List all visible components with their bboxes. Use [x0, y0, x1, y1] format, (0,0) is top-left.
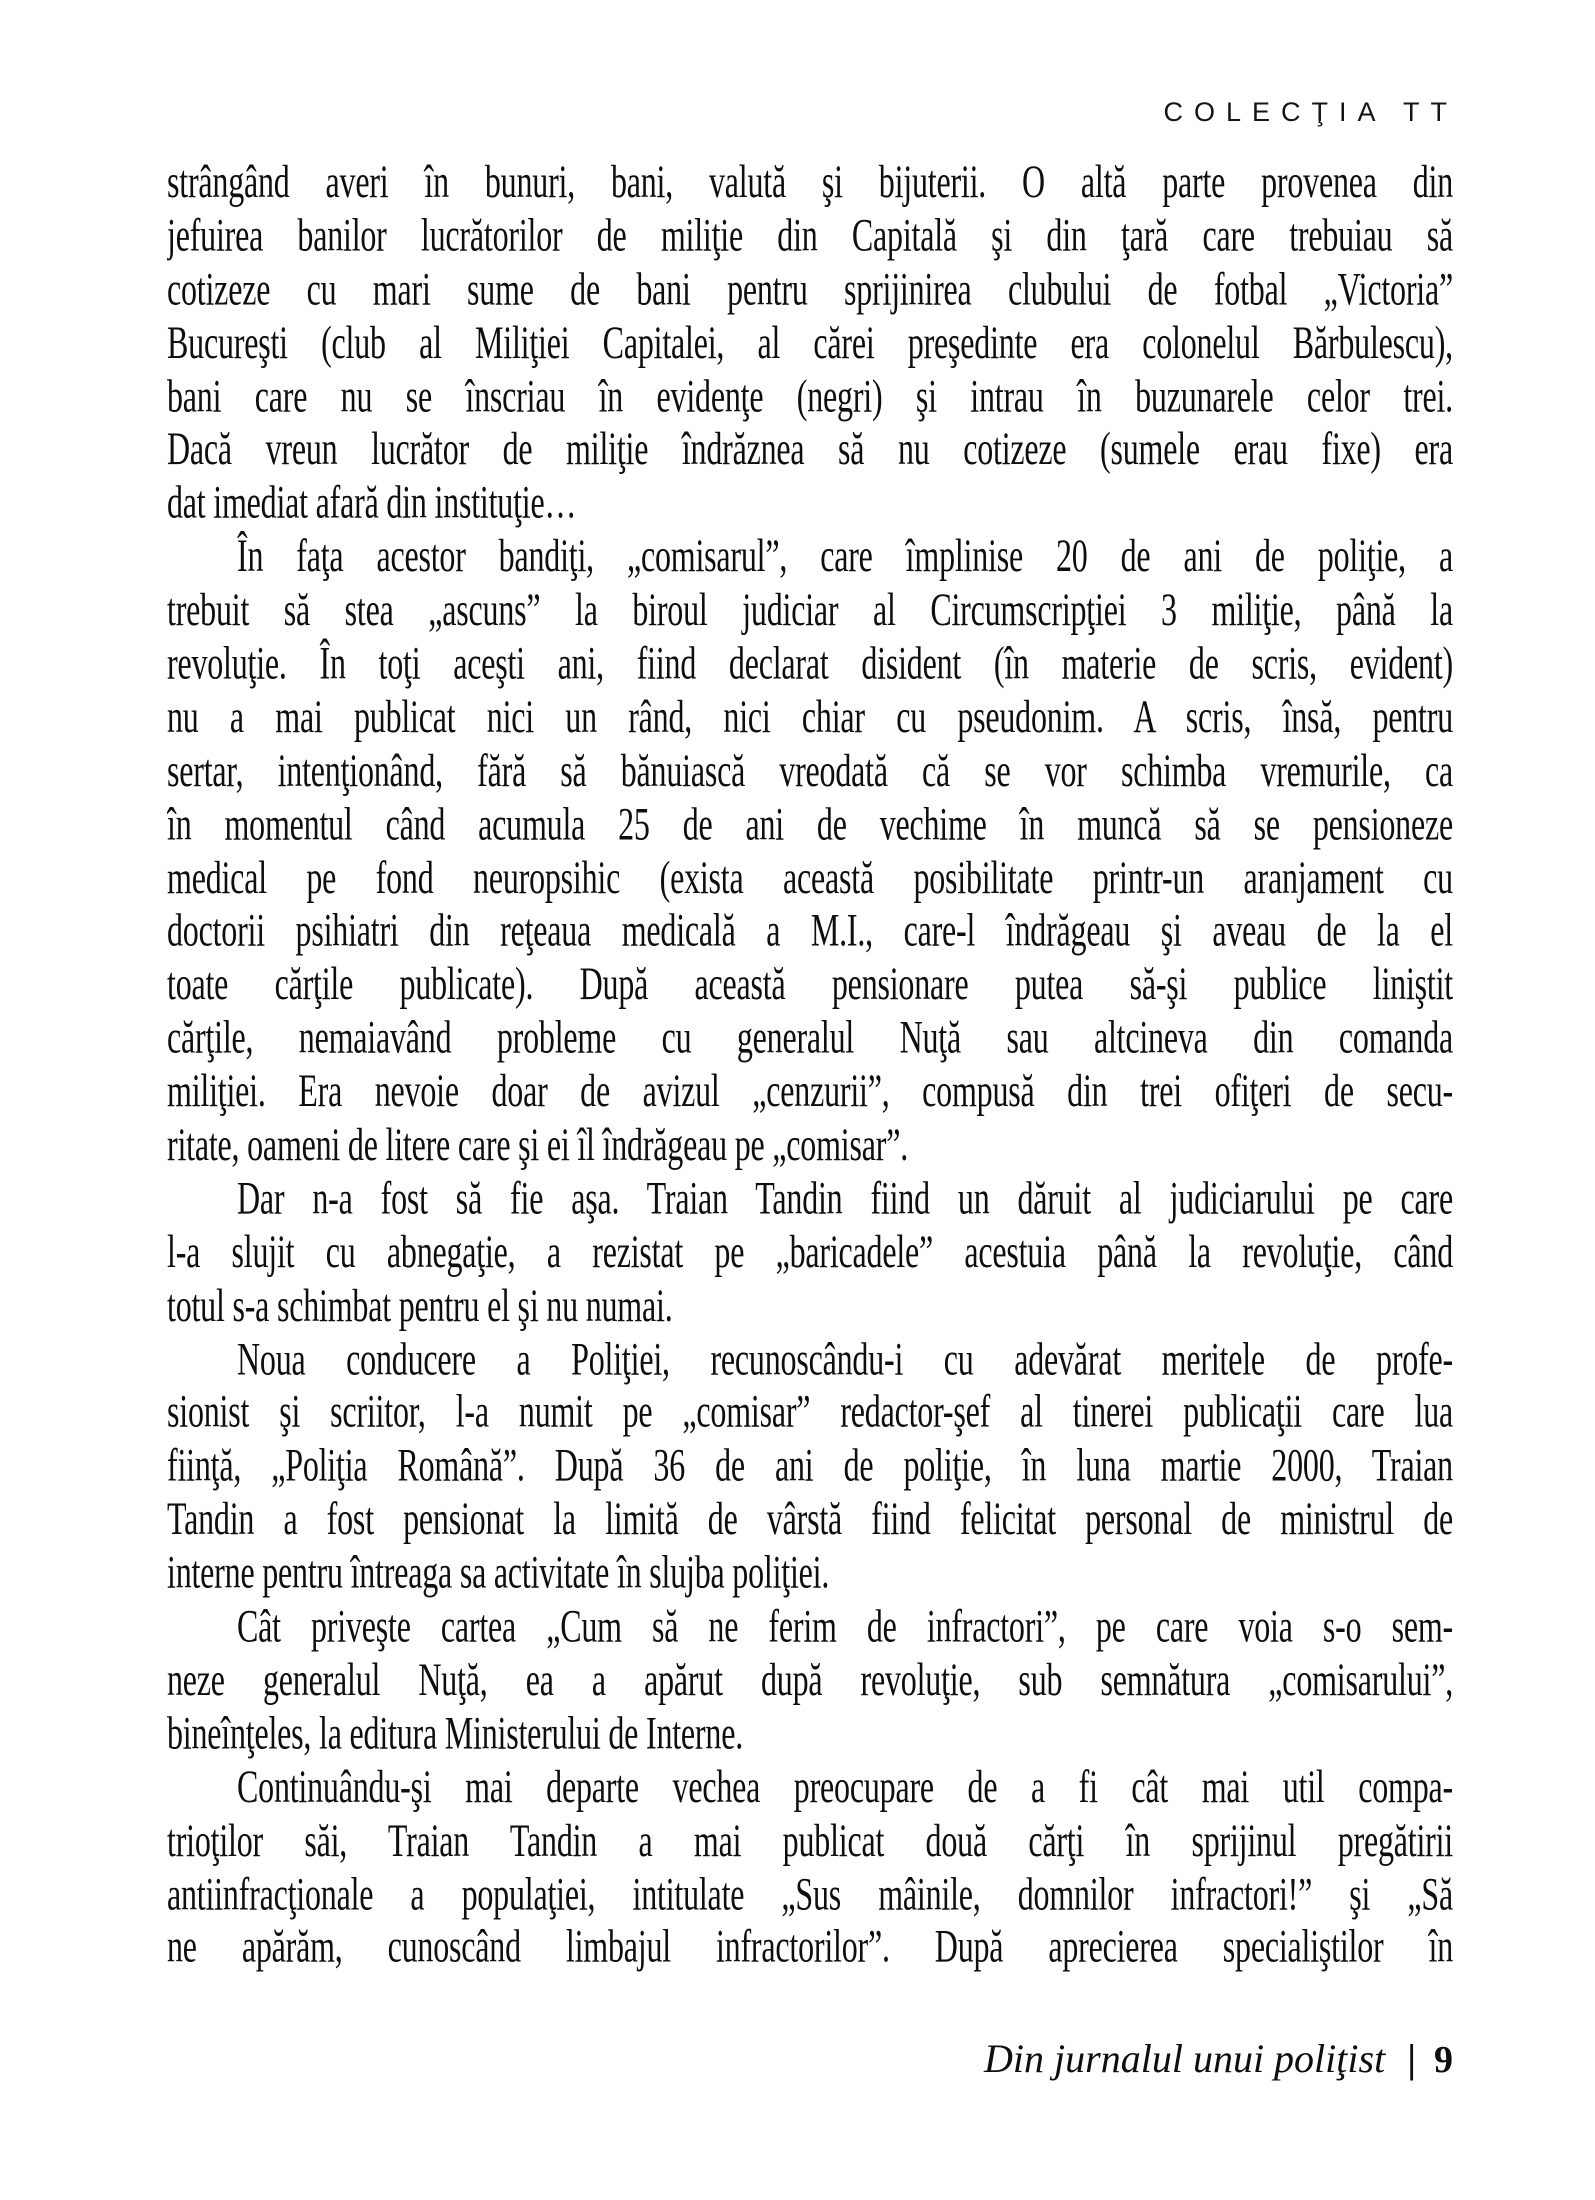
- text-line: cărţile, nemaiavând probleme cu generalul Nuţă sau altcineva din comanda: [167, 1010, 1453, 1064]
- text-line: Dar n-a fost să fie aşa. Traian Tandin fiind un dăruit al judiciarului pe care: [237, 1171, 1453, 1224]
- text-line: Cât priveşte cartea „Cum să ne ferim de infractori”, pe care voia s-o sem-: [237, 1599, 1453, 1652]
- text-line: Bucureşti (club al Miliţiei Capitalei, al cărei preşedinte era colonelul Bărbulescu),: [167, 315, 1453, 368]
- text-block: [167, 155, 1453, 1974]
- text-line: revoluţie. În toţi aceşti ani, fiind declarat disident (în materie de scris, evident): [167, 636, 1453, 689]
- text-line: toate cărţile publicate). După această pensionare putea să-şi publice liniştit: [167, 957, 1453, 1010]
- text-line: trioţilor săi, Traian Tandin a mai publicat două cărţi în sprijinul pregătirii: [167, 1813, 1453, 1866]
- text-line: antiinfracţionale a populaţiei, intitulate „Sus mâinile, domnilor infractori!” şi „Să: [167, 1866, 1453, 1919]
- text-line: interne pentru întreaga sa activitate în slujba poliţiei.: [167, 1545, 830, 1598]
- text-line: Continuându-şi mai departe vechea preocupare de a fi cât mai util compa-: [237, 1759, 1453, 1812]
- text-line: în momentul când acumula 25 de ani de vechime în muncă să se pensioneze: [167, 796, 1453, 850]
- text-line: doctorii psihiatri din reţeaua medicală a M.I., care-l îndrăgeau şi aveau de la el: [167, 903, 1453, 957]
- text-line: totul s-a schimbat pentru el şi nu numai.: [167, 1278, 673, 1331]
- text-line: medical pe fond neuropsihic (exista această posibilitate printr-un aranjament cu: [167, 850, 1453, 903]
- text-line: cotizeze cu mari sume de bani pentru sprijinirea clubului de fotbal „Victoria”: [167, 261, 1453, 315]
- footer-page-number: 9: [1434, 2039, 1453, 2081]
- footer-separator: |: [1407, 2036, 1416, 2081]
- footer-book-title: Din jurnalul unui poliţist: [984, 2036, 1386, 2081]
- text-line: neze generalul Nuţă, ea a apărut după revoluţie, sub semnătura „comisarului”,: [167, 1652, 1453, 1705]
- text-line: miliţiei. Era nevoie doar de avizul „cenzurii”, compusă din trei ofiţeri de secu-: [167, 1064, 1453, 1117]
- text-line: sionist şi scriitor, l-a numit pe „comisar” redactor-şef al tinerei publicaţii care lua: [167, 1385, 1453, 1438]
- text-line: dat imediat afară din instituţie…: [167, 475, 577, 529]
- text-line: Noua conducere a Poliţiei, recunoscându-i cu adevărat meritele de profe-: [237, 1331, 1453, 1385]
- text-line: nu a mai publicat nici un rând, nici chiar cu pseudonim. A scris, însă, pentru: [167, 689, 1453, 743]
- text-line: În faţa acestor bandiţi, „comisarul”, care împlinise 20 de ani de poliţie, a: [237, 529, 1453, 582]
- text-line: jefuirea banilor lucrătorilor de miliţie din Capitală şi din ţară care trebuiau să: [167, 208, 1453, 261]
- text-line: bineînţeles, la editura Ministerului de Interne.: [167, 1706, 743, 1759]
- text-line: ritate, oameni de litere care şi ei îl îndrăgeau pe „comisar”.: [167, 1117, 909, 1171]
- text-line: bani care nu se înscriau în evidenţe (negri) şi intrau în buzunarele celor trei.: [167, 368, 1453, 422]
- text-line: ne apărăm, cunoscând limbajul infractorilor”. După aprecierea specialiştilor în: [167, 1920, 1453, 1973]
- text-line: Dacă vreun lucrător de miliţie îndrăznea să nu cotizeze (sumele erau fixe) era: [167, 422, 1453, 475]
- text-line: Tandin a fost pensionat la limită de vârstă fiind felicitat personal de ministrul de: [167, 1492, 1453, 1545]
- text-line: fiinţă, „Poliţia Română”. După 36 de ani de poliţie, în luna martie 2000, Traian: [167, 1438, 1453, 1491]
- text-line: sertar, intenţionând, fără să bănuiască vreodată că se vor schimba vremurile, ca: [167, 743, 1453, 796]
- text-line: l-a slujit cu abnegaţie, a rezistat pe „baricadele” acestuia până la revoluţie, când: [167, 1224, 1453, 1278]
- page-footer: [984, 2035, 1453, 2084]
- text-line: trebuit să stea „ascuns” la biroul judiciar al Circumscripţiei 3 miliţie, până la: [167, 582, 1453, 636]
- running-header: COLECŢIA TT: [1163, 97, 1458, 127]
- text-line: strângând averi în bunuri, bani, valută şi bijuterii. O altă parte provenea din: [167, 155, 1453, 208]
